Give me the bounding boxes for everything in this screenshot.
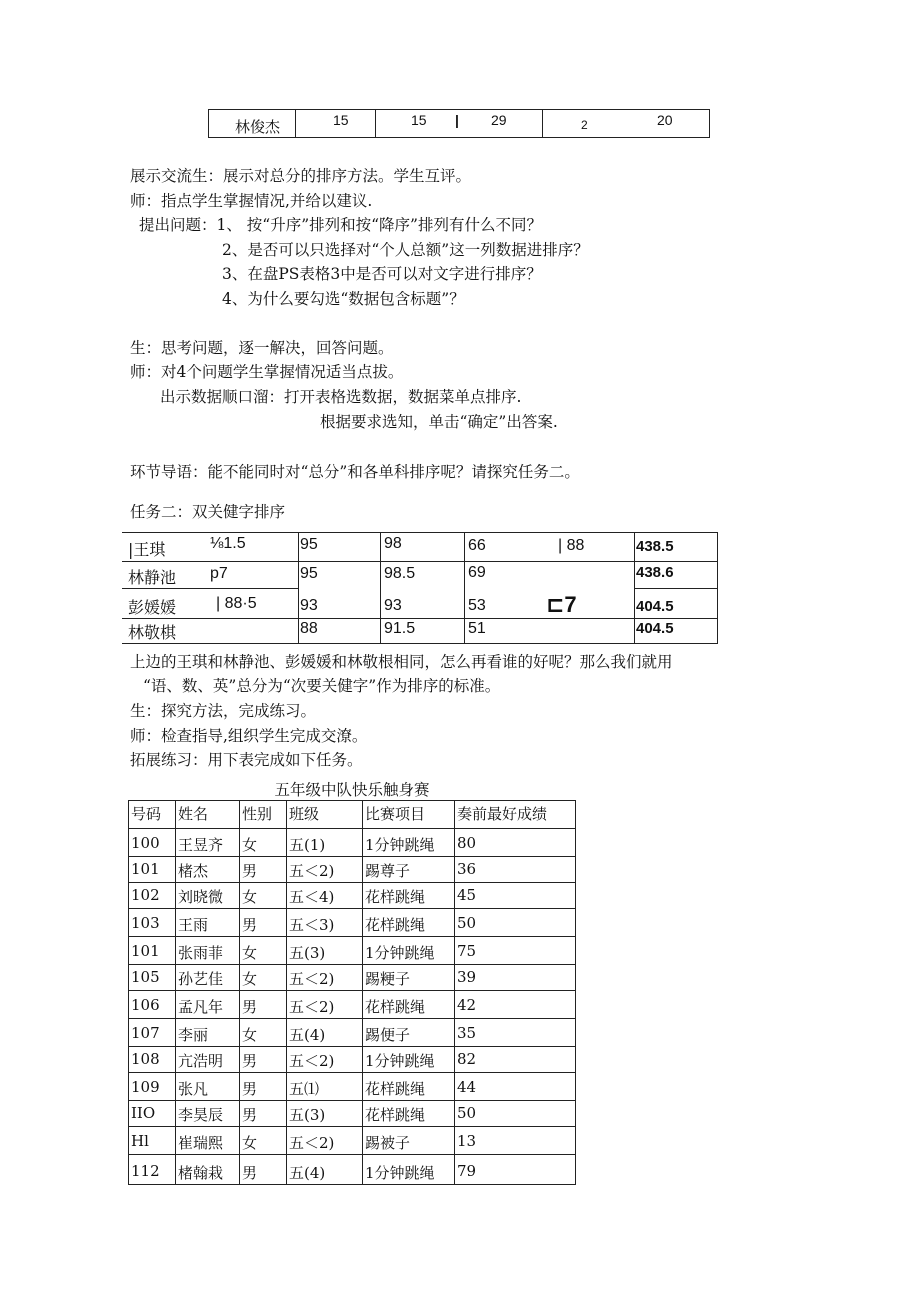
col-best-cell: 35 — [457, 1024, 477, 1042]
col-event-cell: 踢便子 — [365, 1026, 411, 1044]
score-cell: 53 — [468, 597, 486, 614]
col-event-cell: 花样跳绳 — [365, 998, 426, 1016]
score-cell: 88 — [300, 620, 318, 637]
table-rule — [128, 1018, 576, 1019]
paragraph-teacher-check: 师：检查指导,组织学生完成交潦。 — [130, 727, 368, 745]
table-rule — [128, 800, 576, 801]
question-3: 3、在盘PS表格3中是否可以对文字进行排序？ — [222, 265, 542, 283]
paragraph-student-explore: 生：探究方法，完成练习。 — [130, 702, 317, 720]
col-best-cell: 82 — [457, 1050, 477, 1068]
table-rule — [239, 800, 240, 1185]
table-rule — [128, 1154, 576, 1155]
col-name-cell: 张凡 — [178, 1080, 209, 1098]
col-event-cell: 花样跳绳 — [365, 1106, 426, 1124]
col-event-cell: 1分钟跳绳 — [365, 836, 435, 854]
table-rule — [362, 800, 363, 1185]
col-best-cell: 45 — [457, 886, 477, 904]
score-cell: 91.5 — [384, 620, 416, 637]
col-class-cell: 五＜2) — [289, 862, 335, 880]
col-number-cell: 100 — [131, 834, 160, 852]
col-gender-cell: 女 — [242, 836, 258, 854]
col-event-cell: 花样跳绳 — [365, 1080, 426, 1098]
paragraph-teacher-tips: 师：对4个问题学生掌握情况适当点拔。 — [130, 363, 404, 381]
score-table-top — [208, 109, 710, 138]
table-rule — [286, 800, 287, 1185]
col-gender-cell: 男 — [242, 1052, 258, 1070]
score-cell: 2 — [581, 118, 588, 132]
table-rule — [128, 990, 576, 991]
header-col-name: 姓名 — [178, 805, 209, 823]
score-cell: 15 — [333, 112, 349, 128]
table-rule — [128, 964, 576, 965]
col-class-cell: 五(3) — [289, 944, 326, 962]
score-cell: 98.5 — [384, 565, 416, 582]
score-cell: 20 — [657, 112, 673, 128]
col-event-cell: 花样跳绳 — [365, 888, 426, 906]
competition-table-title: 五年级中队快乐触身赛 — [274, 781, 430, 799]
col-class-cell: 五(4) — [289, 1164, 326, 1182]
col-best-cell: 50 — [457, 1104, 477, 1122]
col-gender-cell: 男 — [242, 1106, 258, 1124]
col-gender-cell: 女 — [242, 1134, 258, 1152]
score-cell: p7 — [210, 565, 228, 582]
col-class-cell: 五＜4) — [289, 888, 335, 906]
col-gender-cell: 男 — [242, 1164, 258, 1182]
header-col-best: 奏前最好成绩 — [457, 805, 548, 823]
col-event-cell: 1分钟跳绳 — [365, 1164, 435, 1182]
score-cell: ⊏7 — [546, 592, 577, 617]
question-1: 提出问题：1、 按“升序”排列和按“降序”排列有什么不同？ — [139, 216, 542, 234]
col-best-cell: 50 — [457, 914, 477, 932]
score-cell: 69 — [468, 564, 486, 581]
total-cell: 438.6 — [636, 564, 674, 581]
table-divider — [375, 110, 376, 137]
col-name-cell: 刘晓微 — [178, 888, 224, 906]
col-event-cell: 踢被子 — [365, 1134, 411, 1152]
col-number-cell: 102 — [131, 886, 160, 904]
header-col-number: 号码 — [131, 805, 162, 823]
student-name: 林静池 — [128, 568, 177, 587]
rhyme-line-1: 出示数据顺口溜：打开表格选数据，数据菜单点排序. — [160, 388, 522, 406]
col-number-cell: IIO — [131, 1104, 156, 1122]
col-best-cell: 36 — [457, 860, 477, 878]
col-class-cell: 五＜2) — [289, 970, 335, 988]
col-number-cell: 103 — [131, 914, 160, 932]
table-rule — [128, 856, 576, 857]
paragraph-display: 展示交流生：展示对总分的排序方法。学生互评。 — [130, 167, 472, 185]
paragraph-secondary-key: “语、数、英”总分为“次要关健字”作为排序的标准。 — [143, 677, 501, 695]
table-rule — [128, 936, 576, 937]
col-number-cell: 108 — [131, 1050, 160, 1068]
col-best-cell: 79 — [457, 1162, 477, 1180]
total-cell: 438.5 — [636, 538, 674, 555]
col-class-cell: 五(3) — [289, 1106, 326, 1124]
student-name: |王琪 — [128, 540, 166, 559]
table-rule — [128, 1126, 576, 1127]
total-cell: 404.5 — [636, 620, 674, 637]
col-number-cell: 105 — [131, 968, 160, 986]
col-class-cell: 五⑴ — [289, 1080, 320, 1098]
student-name: 彭媛媛 — [128, 598, 177, 617]
score-cell: | 88 — [558, 537, 585, 554]
col-number-cell: 101 — [131, 942, 160, 960]
col-name-cell: 李昊辰 — [178, 1106, 224, 1124]
col-event-cell: 花样跳绳 — [365, 916, 426, 934]
col-class-cell: 五(1) — [289, 836, 326, 854]
header-col-class: 班级 — [289, 805, 320, 823]
col-gender-cell: 男 — [242, 1080, 258, 1098]
score-cell: 51 — [468, 620, 486, 637]
paragraph-extension: 拓展练习：用下表完成如下任务。 — [130, 751, 363, 769]
col-number-cell: 101 — [131, 860, 160, 878]
col-gender-cell: 女 — [242, 1026, 258, 1044]
col-name-cell: 楮杰 — [178, 862, 209, 880]
col-class-cell: 五＜3) — [289, 916, 335, 934]
col-best-cell: 80 — [457, 834, 477, 852]
table-rule — [454, 800, 455, 1185]
score-cell: 15 — [411, 112, 427, 128]
score-table-task2 — [122, 532, 718, 644]
score-cell: 98 — [384, 535, 402, 552]
col-gender-cell: 女 — [242, 944, 258, 962]
competition-table — [128, 800, 576, 1185]
table-rule — [128, 882, 576, 883]
question-2: 2、是否可以只选择对“个人总额”这一列数据进排序？ — [222, 241, 589, 259]
col-number-cell: 109 — [131, 1078, 160, 1096]
col-gender-cell: 男 — [242, 916, 258, 934]
col-name-cell: 亢浩明 — [178, 1052, 224, 1070]
col-name-cell: 孙艺佳 — [178, 970, 224, 988]
paragraph-student-think: 生：思考问题，逐一解决，回答问题。 — [130, 339, 394, 357]
paragraph-teacher-guide: 师：指点学生掌握情况,并给以建议. — [130, 192, 373, 210]
col-name-cell: 王昱齐 — [178, 836, 224, 854]
col-gender-cell: 女 — [242, 888, 258, 906]
col-name-cell: 崔瑞熙 — [178, 1134, 224, 1152]
score-cell: 29 — [491, 112, 507, 128]
score-cell: 66 — [468, 537, 486, 554]
col-number-cell: 112 — [131, 1162, 160, 1180]
cell-mark: | — [455, 112, 459, 128]
score-cell: 93 — [300, 597, 318, 614]
table-rule — [128, 828, 576, 829]
col-class-cell: 五＜2) — [289, 998, 335, 1016]
col-name-cell: 孟凡年 — [178, 998, 224, 1016]
col-class-cell: 五＜2) — [289, 1134, 335, 1152]
col-best-cell: 42 — [457, 996, 477, 1014]
col-best-cell: 13 — [457, 1132, 477, 1150]
col-number-cell: 107 — [131, 1024, 160, 1042]
col-class-cell: 五(4) — [289, 1026, 326, 1044]
table-rule — [128, 1100, 576, 1101]
score-cell: | 88·5 — [216, 595, 257, 612]
table-rule — [175, 800, 176, 1185]
student-name: 林俊杰 — [235, 119, 281, 136]
question-4: 4、为什么要勾选“数据包含标题”？ — [222, 290, 465, 308]
col-event-cell: 踢尊子 — [365, 862, 411, 880]
col-best-cell: 44 — [457, 1078, 477, 1096]
table-rule — [128, 1072, 576, 1073]
col-number-cell: Hl — [131, 1132, 149, 1150]
paragraph-tie-question: 上边的王琪和林静池、彭媛媛和林敬根相同，怎么再看谁的好呢？那么我们就用 — [130, 653, 673, 671]
col-best-cell: 39 — [457, 968, 477, 986]
col-name-cell: 楮翰栽 — [178, 1164, 224, 1182]
table-rule — [128, 1046, 576, 1047]
table-divider — [542, 110, 543, 137]
col-event-cell: 踢粳子 — [365, 970, 411, 988]
col-best-cell: 75 — [457, 942, 477, 960]
col-gender-cell: 女 — [242, 970, 258, 988]
col-class-cell: 五＜2) — [289, 1052, 335, 1070]
paragraph-transition: 环节导语：能不能同时对“总分”和各单科排序呢？请探究任务二。 — [130, 463, 580, 481]
table-rule — [128, 908, 576, 909]
col-gender-cell: 男 — [242, 998, 258, 1016]
task-two-heading: 任务二：双关健字排序 — [130, 503, 286, 521]
score-cell: 93 — [384, 597, 402, 614]
header-col-event: 比赛项目 — [365, 805, 426, 823]
score-cell: 95 — [300, 536, 318, 553]
table-rule — [128, 800, 129, 1185]
table-divider — [295, 110, 296, 137]
score-cell: 95 — [300, 565, 318, 582]
col-name-cell: 王雨 — [178, 916, 209, 934]
student-name: 林敬棋 — [128, 623, 177, 642]
col-name-cell: 李丽 — [178, 1026, 209, 1044]
table-rule — [575, 800, 576, 1185]
score-cell: ⅛1.5 — [210, 535, 246, 552]
rhyme-line-2: 根据要求选知，单击“确定”出答案. — [320, 413, 558, 431]
col-event-cell: 1分钟跳绳 — [365, 1052, 435, 1070]
col-event-cell: 1分钟跳绳 — [365, 944, 435, 962]
header-col-gender: 性别 — [242, 805, 273, 823]
col-gender-cell: 男 — [242, 862, 258, 880]
total-cell: 404.5 — [636, 598, 674, 615]
table-rule — [128, 1184, 576, 1185]
col-name-cell: 张雨菲 — [178, 944, 224, 962]
col-number-cell: 106 — [131, 996, 160, 1014]
